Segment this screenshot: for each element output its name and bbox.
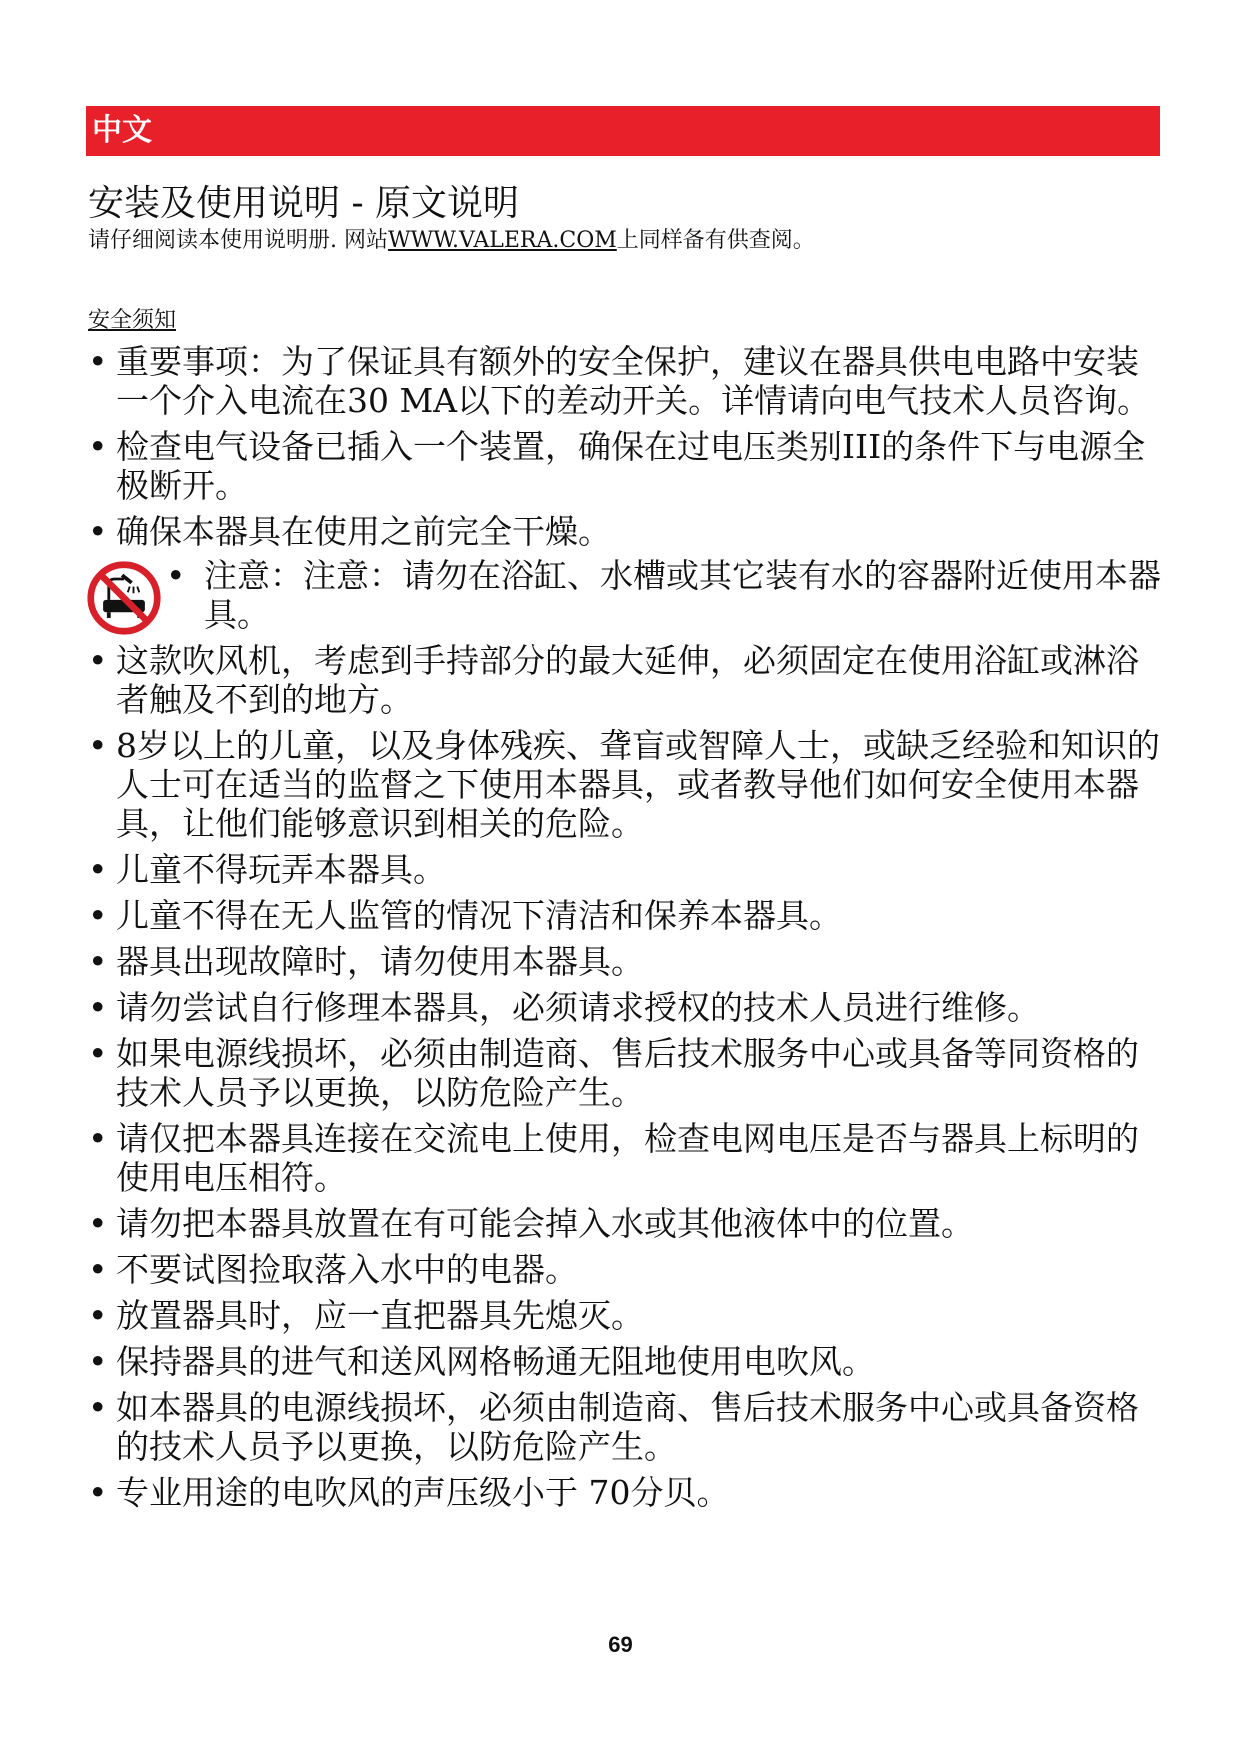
language-label: 中文 bbox=[92, 113, 152, 148]
bullet: • bbox=[88, 1296, 108, 1335]
list-item bbox=[86, 641, 1166, 719]
item-text: 放置器具时，应一直把器具先熄灭。 bbox=[116, 1296, 644, 1335]
item-text: 请勿把本器具放置在有可能会掉入水或其他液体中的位置。 bbox=[116, 1204, 974, 1243]
item-text: 儿童不得玩弄本器具。 bbox=[116, 850, 446, 889]
list-item bbox=[86, 1388, 1166, 1466]
page-title: 安装及使用说明 - 原文说明 bbox=[88, 183, 520, 224]
item-text: 保持器具的进气和送风网格畅通无阻地使用电吹风。 bbox=[116, 1342, 875, 1381]
item-text: 重要事项：为了保证具有额外的安全保护，建议在器具供电电路中安装一个介入电流在30 MA以下的差动开关。详情请向电气技术人员咨询。 bbox=[116, 342, 1151, 420]
language-bar bbox=[86, 106, 1160, 156]
item-text: 这款吹风机，考虑到手持部分的最大延伸，必须固定在使用浴缸或淋浴者触及不到的地方。 bbox=[116, 641, 1139, 719]
list-item bbox=[86, 1342, 1166, 1381]
item-text: 请勿尝试自行修理本器具，必须请求授权的技术人员进行维修。 bbox=[116, 988, 1040, 1027]
bullet: • bbox=[88, 1388, 108, 1427]
no-bathtub-icon bbox=[86, 560, 162, 636]
bullet: • bbox=[166, 556, 186, 595]
item-text: 确保本器具在使用之前完全干燥。 bbox=[116, 512, 611, 551]
item-text: 如本器具的电源线损坏，必须由制造商、售后技术服务中心或具备资格的技术人员予以更换，以防危险产生。 bbox=[116, 1388, 1139, 1466]
list-item bbox=[86, 942, 1166, 981]
list-item bbox=[86, 1296, 1166, 1335]
page-number: 69 bbox=[608, 1632, 633, 1657]
bullet: • bbox=[88, 850, 108, 889]
list-item bbox=[86, 896, 1166, 935]
list-item bbox=[86, 427, 1166, 505]
item-text: 8岁以上的儿童，以及身体残疾、聋盲或智障人士，或缺乏经验和知识的人士可在适当的监督之下使用本器具，或者教导他们如何安全使用本器具，让他们能够意识到相关的危险。 bbox=[116, 726, 1160, 843]
list-item bbox=[86, 1034, 1166, 1112]
item-text: 器具出现故障时，请勿使用本器具。 bbox=[116, 942, 644, 981]
item-text: 请仅把本器具连接在交流电上使用，检查电网电压是否与器具上标明的使用电压相符。 bbox=[116, 1119, 1139, 1197]
bullet: • bbox=[88, 896, 108, 935]
website-link[interactable]: WWW.VALERA.COM bbox=[388, 228, 617, 253]
bullet: • bbox=[88, 1342, 108, 1381]
list-item bbox=[86, 1119, 1166, 1197]
bullet: • bbox=[88, 1473, 108, 1512]
item-text: 检查电气设备已插入一个装置，确保在过电压类别III的条件下与电源全极断开。 bbox=[116, 427, 1146, 505]
list-item bbox=[86, 342, 1166, 420]
bullet: • bbox=[88, 342, 108, 381]
safety-list bbox=[86, 342, 1166, 1519]
bullet: • bbox=[88, 988, 108, 1027]
list-item bbox=[86, 850, 1166, 889]
item-text: 如果电源线损坏，必须由制造商、售后技术服务中心或具备等同资格的技术人员予以更换，以防危险产生。 bbox=[116, 1034, 1139, 1112]
bullet: • bbox=[88, 1204, 108, 1243]
subtitle-suffix: 上同样备有供查阅。 bbox=[616, 228, 815, 253]
list-item bbox=[86, 1204, 1166, 1243]
bullet: • bbox=[88, 726, 108, 765]
bullet: • bbox=[88, 1034, 108, 1073]
item-text: 专业用途的电吹风的声压级小于 70分贝。 bbox=[116, 1473, 730, 1512]
subtitle bbox=[88, 226, 815, 256]
item-text: 注意：注意：请勿在浴缸、水槽或其它装有水的容器附近使用本器具。 bbox=[204, 556, 1161, 634]
list-item bbox=[86, 726, 1166, 843]
bullet: • bbox=[88, 1119, 108, 1158]
safety-heading: 安全须知 bbox=[88, 308, 177, 333]
list-item bbox=[86, 1473, 1166, 1512]
list-item bbox=[86, 988, 1166, 1027]
subtitle-prefix: 请仔细阅读本使用说明册. 网站 bbox=[88, 228, 388, 253]
item-text: 不要试图捡取落入水中的电器。 bbox=[116, 1250, 578, 1289]
list-item bbox=[86, 1250, 1166, 1289]
bullet: • bbox=[88, 942, 108, 981]
bullet: • bbox=[88, 512, 108, 551]
bullet: • bbox=[88, 1250, 108, 1289]
item-text: 儿童不得在无人监管的情况下清洁和保养本器具。 bbox=[116, 896, 842, 935]
bullet: • bbox=[88, 427, 108, 466]
list-item-warning bbox=[86, 556, 1166, 634]
list-item bbox=[86, 512, 1166, 551]
bullet: • bbox=[88, 641, 108, 680]
